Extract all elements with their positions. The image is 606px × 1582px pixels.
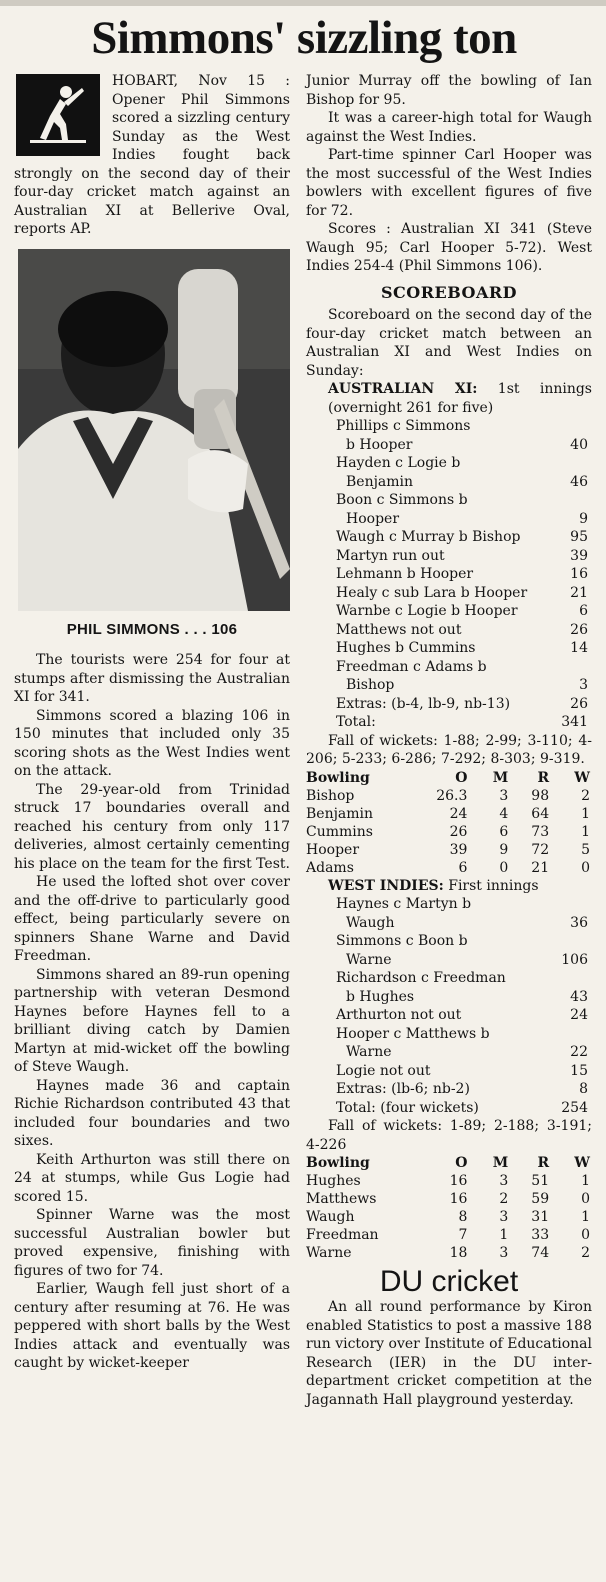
bowling-row [306,1226,590,1244]
bowling-header-cell: M [492,769,509,786]
runs-value: 3 [579,677,588,693]
runs-value: 6 [579,603,588,619]
wi-fall-of-wickets: Fall of wickets: 1-89; 2-188; 3-191; 4-226 [306,1118,592,1153]
bowling-figure: 1 [581,1173,590,1189]
batsman-line: Simmons c Boon b [336,933,468,949]
bowler-name: Benjamin [306,805,374,822]
bowling-figure: 2 [499,1191,509,1207]
total-label: Total: (four wickets) [336,1099,479,1116]
scoreboard-intro: Scoreboard on the second day of the four-day cricket match between an Australian XI and West Indies on Sunday: [306,307,592,379]
bowling-figure: 59 [531,1191,550,1207]
bowling-figure: 24 [449,805,468,822]
runs-value: 106 [561,951,588,968]
batsman-row [306,510,592,529]
extras-label: Extras: (b-4, lb-9, nb-13) [336,695,511,712]
bowler-name: Adams [306,859,354,876]
batsman-row [306,951,592,970]
bowler-name: Warne [306,1245,352,1261]
bowling-figure: 74 [531,1245,550,1261]
paragraph: Junior Murray off the bowling of Ian Bishop for 95. [306,73,592,108]
bowling-figure: 26 [449,823,468,840]
batsman-row [306,584,592,603]
bowling-figure: 0 [581,859,590,876]
batsman-text: Hughes b Cummins [336,640,476,656]
bowling-figure: 2 [581,1245,590,1261]
batsman-row [306,1006,592,1025]
paragraph: He used the lofted shot over cover and the off-drive to particularly good effect, being particularly severe on spinners Shane Warne and David Freedman. [14,874,290,964]
bowling-row [306,1208,590,1226]
batsman-row [306,639,592,658]
west-indies-bowling-table [306,1154,590,1262]
bowling-row [306,787,590,805]
batsman-line: Phillips c Simmons [336,418,471,434]
batsman-text: Lehmann b Hooper [336,566,474,582]
paragraph: Keith Arthurton was still there on 24 at stumps, while Gus Logie had scored 15. [14,1151,290,1205]
batsman-row [306,602,592,621]
bowling-figure: 1 [499,1227,509,1243]
du-cricket-text: An all round performance by Kiron enabled Statistics to post a massive 188 run victory over Institute of Educational Research (IER) in the DU inter-department cricket competition at the Jagannath Hall playground yesterday. [306,1299,592,1408]
batsman-text: Waugh c Murray b Bishop [336,529,521,545]
bowling-figure: 51 [531,1173,550,1189]
bowling-row [306,841,590,859]
west-indies-heading-rest: First innings [443,877,539,894]
batsman-row [306,914,592,933]
australian-xi-label: AUSTRALIAN XI: [328,381,478,397]
runs-value: 40 [570,436,588,453]
bowling-header-cell: W [574,769,590,786]
bowling-figure: 6 [499,823,509,840]
paragraph: Scores : Australian XI 341 (Steve Waugh 95; Carl Hooper 5-72). West Indies 254-4 (Phil Simmons 106). [306,221,592,274]
dismissal-text: Hooper [346,510,400,527]
bowling-figure: 72 [531,841,550,858]
runs-value: 21 [570,584,588,601]
bowling-row [306,823,590,841]
bowling-figure: 16 [449,1191,468,1207]
dismissal-text: Warne [346,1044,392,1060]
batsman-line: Hayden c Logie b [336,455,461,471]
wi-extras-row [306,1080,592,1099]
batsman-text: Matthews not out [336,621,462,638]
bowler-name: Waugh [306,1209,355,1225]
runs-value: 15 [570,1062,588,1079]
du-cricket-title: DU cricket [379,1265,519,1298]
runs-value: 26 [570,621,588,638]
paragraph: Simmons shared an 89-run opening partnership with veteran Desmond Haynes before Haynes fell to a brilliant diving catch by Damien Martyn at mid-wicket off the bowling of Steve Waugh. [14,966,290,1075]
batsman-text: Warnbe c Logie b Hooper [336,603,518,619]
bowling-figure: 9 [499,841,509,858]
bowling-figure: 18 [449,1245,468,1261]
total-value: 254 [561,1099,588,1116]
bowling-figure: 4 [499,805,509,822]
bowling-figure: 1 [581,823,590,840]
batsman-row [306,547,592,566]
batsman-line: Richardson c Freedman [336,970,506,986]
torn-top-edge [0,0,606,6]
bowling-figure: 98 [531,787,550,804]
article-body-left [14,651,290,1373]
paragraph: Earlier, Waugh fell just short of a century after resuming at 76. He was peppered with short balls by the West Indies attack and eventually was caught by wicket-keeper [14,1281,290,1371]
bowling-figure: 7 [458,1227,468,1243]
bowling-figure: 2 [581,787,590,804]
extras-value: 8 [579,1081,588,1097]
bowling-row [306,1244,590,1262]
bowling-header-cell: R [537,1155,550,1171]
batsman-line: Freedman c Adams b [336,658,487,675]
batsman-row [306,621,592,640]
bowling-header-row [306,1154,590,1172]
west-indies-label: WEST INDIES: [328,877,444,894]
cricket-logo-icon [16,74,100,156]
batsman-line: Boon c Simmons b [336,492,468,508]
bowler-name: Hooper [306,841,360,858]
bowling-figure: 0 [581,1227,590,1243]
bowling-header-cell: Bowling [306,1155,370,1171]
bowling-figure: 16 [449,1173,468,1189]
runs-value: 43 [570,988,588,1005]
runs-value: 39 [570,547,588,564]
bowling-row [306,805,590,823]
bowling-figure: 0 [581,1191,590,1207]
runs-value: 24 [570,1007,588,1023]
bowling-figure: 1 [581,805,590,822]
total-label: Total: [336,714,376,730]
dismissal-text: Warne [346,951,392,968]
bowling-figure: 73 [531,823,550,840]
batsman-row [306,676,592,695]
batsman-line: Hooper c Matthews b [336,1025,490,1042]
dismissal-text: Benjamin [346,473,414,490]
batsman-row [306,436,592,455]
phil-simmons-photo [18,249,290,611]
bowling-figure: 0 [499,859,509,876]
bowling-figure: 5 [581,841,590,858]
west-indies-heading [306,877,592,896]
scoreboard-title: SCOREBOARD [380,282,518,302]
bowling-figure: 26.3 [436,787,468,804]
runs-value: 14 [570,640,588,656]
runs-value: 22 [570,1044,588,1060]
runs-value: 95 [570,529,588,545]
bowling-header-row [306,769,590,787]
extras-label: Extras: (lb-6; nb-2) [336,1081,470,1097]
headline: Simmons' sizzling ton [91,12,517,64]
batsman-text: Healy c sub Lara b Hooper [336,584,528,601]
paragraph: The tourists were 254 for four at stumps after dismissing the Australian XI for 341. [14,652,290,705]
dateline-lede: HOBART, Nov 15 : Opener Phil Simmons scored a sizzling century Sunday as the West Indies fought back strongly on the second day of their four-day cricket match against an Australian XI at Bellerive Oval, reports AP. [14,73,290,237]
bowling-header-cell: M [492,1155,509,1171]
paragraph: It was a career-high total for Waugh against the West Indies. [306,110,592,145]
bowling-figure: 3 [499,1209,509,1225]
batsman-row [306,565,592,584]
total-value: 341 [561,714,588,730]
bowling-header-cell: W [574,1155,590,1171]
batsman-row [306,1062,592,1081]
dismissal-text: Bishop [346,677,395,693]
aus-fall-of-wickets: Fall of wickets: 1-88; 2-99; 3-110; 4-206; 5-233; 6-286; 7-292; 8-303; 9-319. [306,732,592,767]
batsman-text: Arthurton not out [336,1007,462,1023]
dismissal-text: b Hooper [346,436,413,453]
bowler-name: Cummins [306,823,373,840]
batsman-line: Haynes c Martyn b [336,896,472,912]
runs-value: 36 [570,914,588,931]
australian-batting-list [306,417,592,695]
batsman-row [306,528,592,547]
paragraph: Simmons scored a blazing 106 in 150 minutes that included only 35 scoring shots as the West Indies went on the attack. [14,707,290,779]
bowling-figure: 31 [531,1209,550,1225]
bowling-header-cell: Bowling [306,769,370,786]
extras-value: 26 [570,695,588,712]
aus-total-row [306,713,592,732]
batsman-text: Martyn run out [336,547,445,564]
bowling-header-cell: O [455,769,468,786]
photo-caption: PHIL SIMMONS . . . 106 [66,620,238,638]
right-column [306,72,592,1409]
bowling-figure: 64 [531,805,550,822]
bowling-figure: 3 [499,1245,509,1261]
bowling-figure: 33 [531,1227,550,1243]
australian-xi-heading-rest: 1st innings (overnight 261 for five) [328,381,592,416]
paragraph: Haynes made 36 and captain Richie Richardson contributed 43 that included four boundaries and two sixes. [14,1077,290,1149]
wi-total-row [306,1099,592,1118]
dismissal-text: Waugh [346,914,395,931]
batsman-row [306,988,592,1007]
australian-xi-heading [306,380,592,417]
bowling-figure: 39 [449,841,468,858]
bowling-row [306,859,590,877]
west-indies-batting-list [306,895,592,1080]
australian-bowling-table [306,769,590,877]
bowler-name: Bishop [306,787,355,804]
bowling-figure: 1 [581,1209,590,1225]
bowling-header-cell: O [455,1155,468,1171]
runs-value: 9 [579,510,588,527]
bowler-name: Matthews [306,1191,377,1207]
left-column [14,72,290,1373]
batsman-row [306,473,592,492]
bowling-header-cell: R [537,769,550,786]
bowling-figure: 8 [458,1209,468,1225]
bowling-row [306,1172,590,1190]
bowling-row [306,1190,590,1208]
dismissal-text: b Hughes [346,988,415,1005]
bowling-figure: 21 [531,859,550,876]
paragraph: The 29-year-old from Trinidad struck 17 boundaries overall and reached his century from only 117 deliveries, almost certainly cementing his place on the team for the first Test. [14,781,290,872]
runs-value: 16 [570,566,588,582]
bowling-figure: 6 [458,859,468,876]
batsman-text: Logie not out [336,1062,431,1079]
bowling-figure: 3 [499,787,509,804]
bowler-name: Freedman [306,1227,379,1243]
bowler-name: Hughes [306,1173,361,1189]
paragraph: Part-time spinner Carl Hooper was the most successful of the West Indies bowlers with excellent figures of five for 72. [306,147,592,219]
paragraph: Spinner Warne was the most successful Australian bowler but proved expensive, finishing with figures of two for 74. [14,1207,290,1279]
bowling-figure: 3 [499,1173,509,1189]
runs-value: 46 [570,473,588,490]
aus-extras-row [306,695,592,714]
batsman-row [306,1043,592,1062]
